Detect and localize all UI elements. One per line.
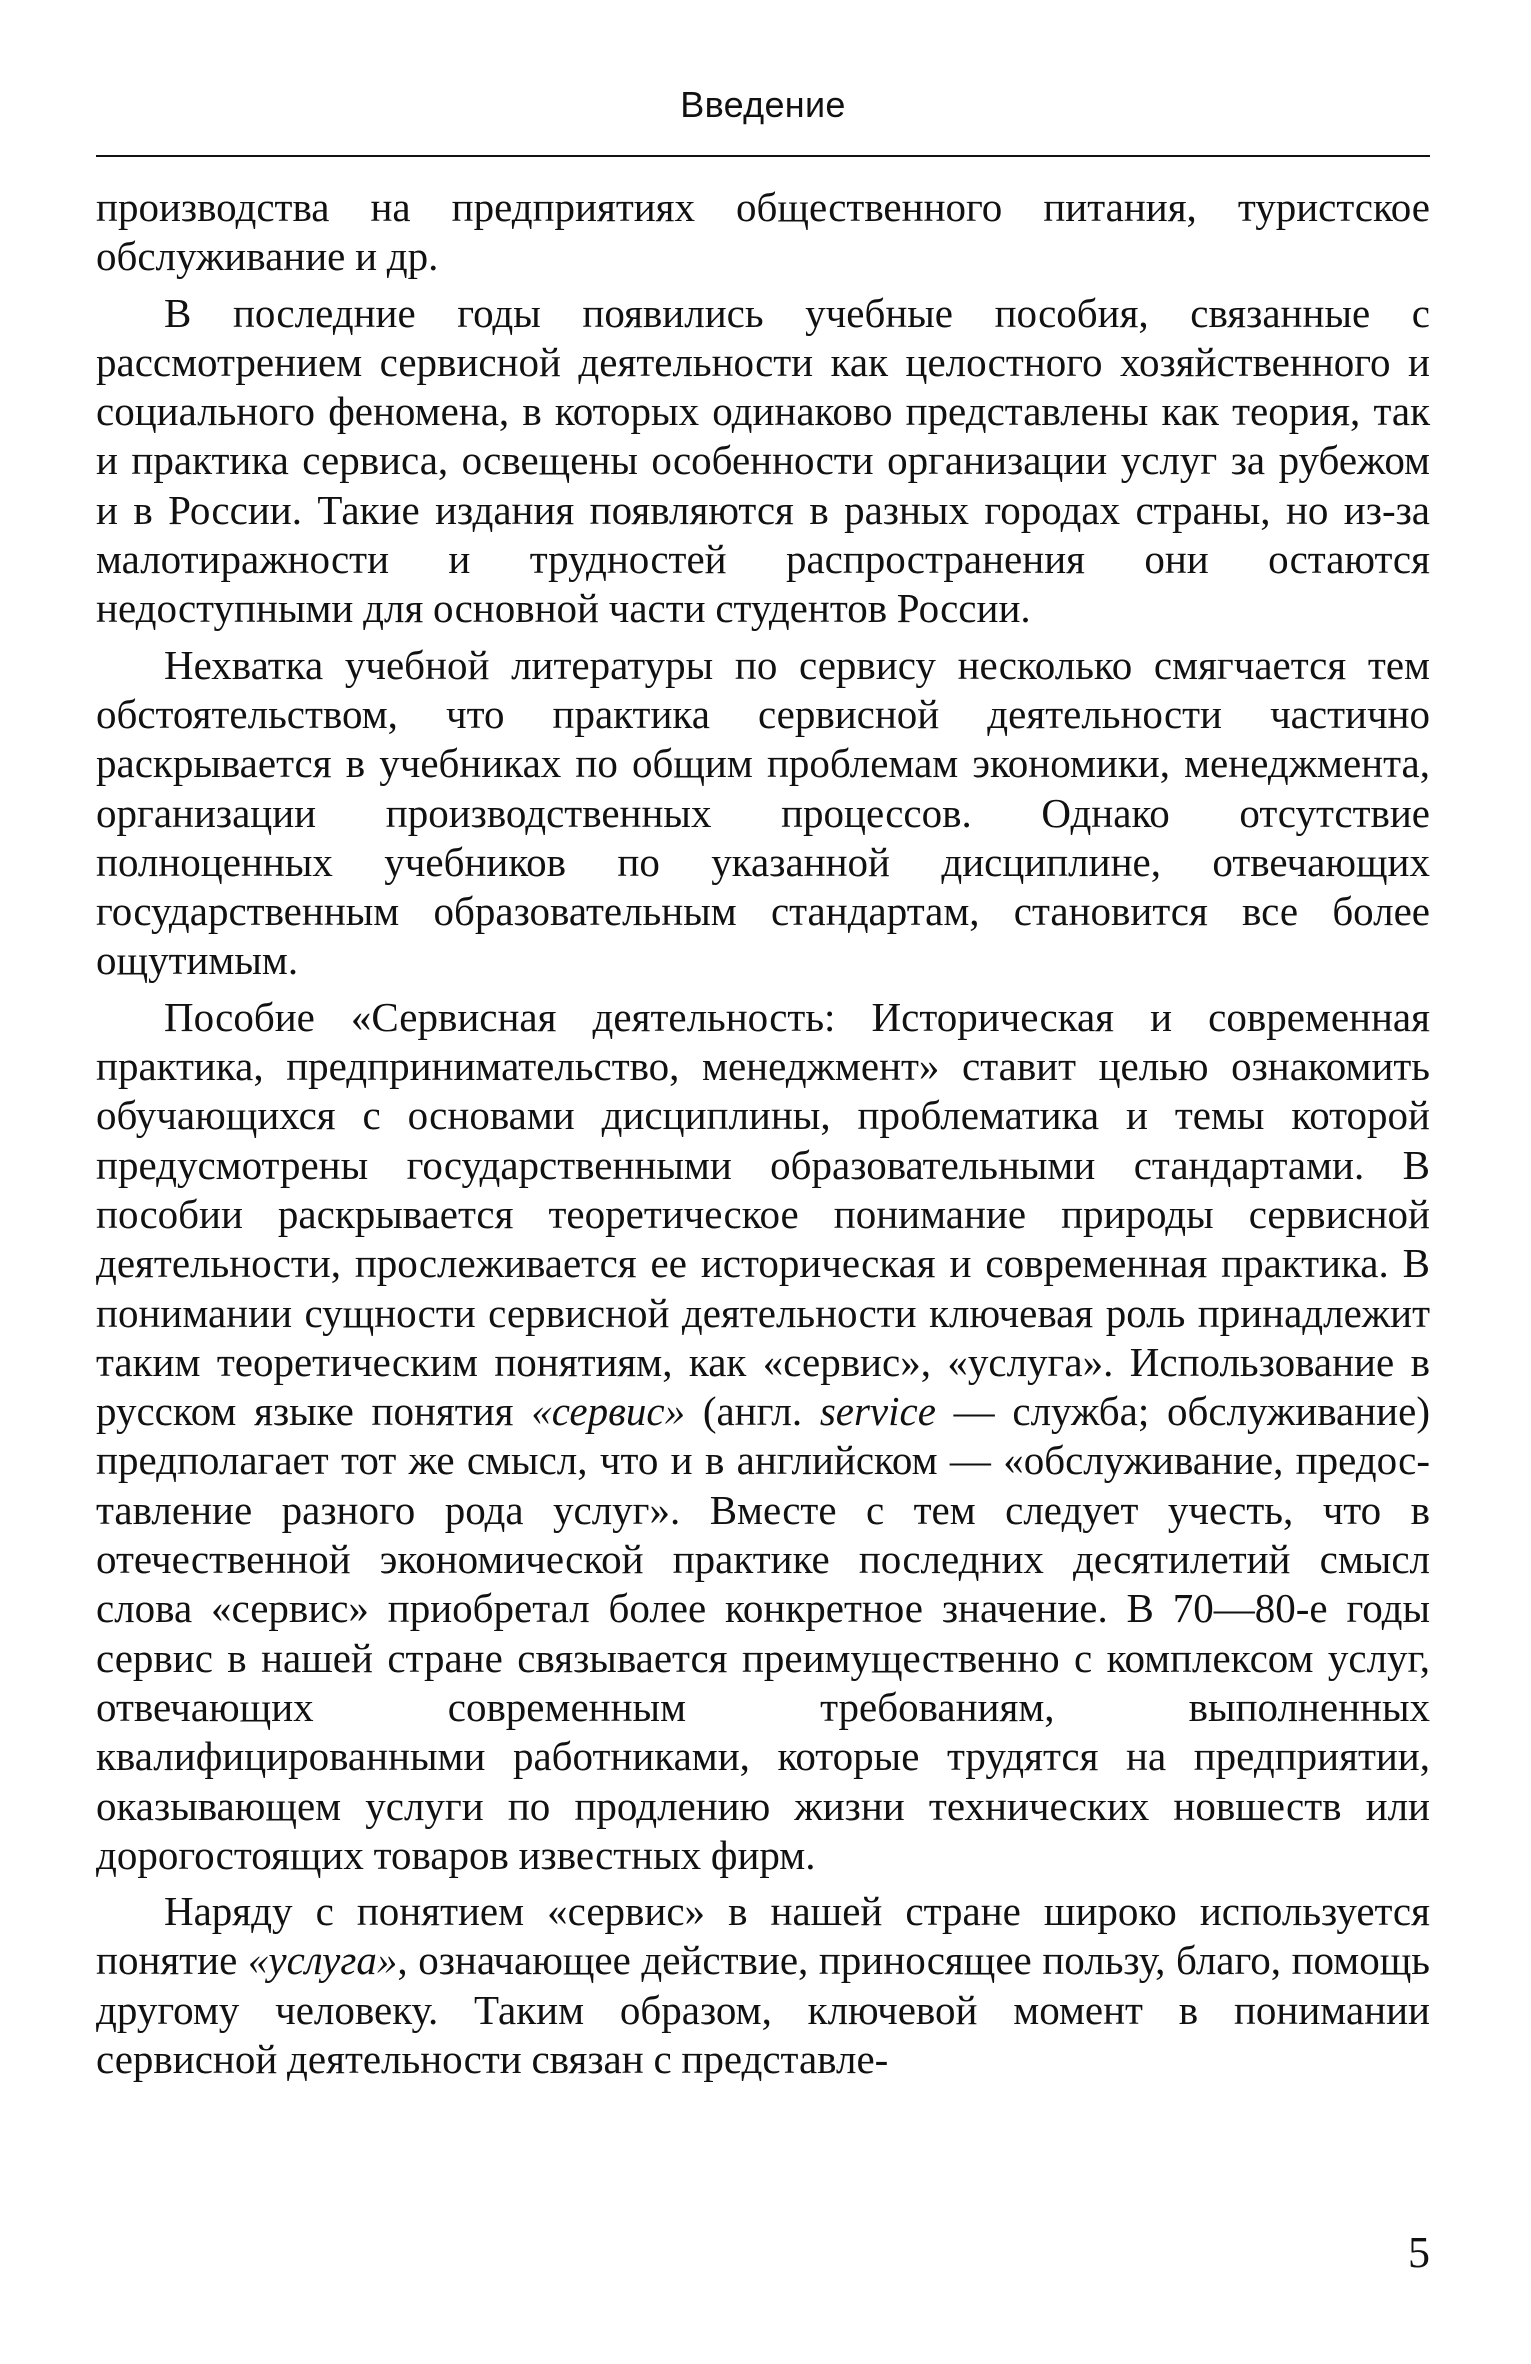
text-run: Нехватка учебной литературы по сервису несколько смягчается тем обстоятельством, что практика сервисной деятельности частично раскрывается в учебниках по общим проблемам экономики, менеджмента, организации производственных процессов. Однако отсутствие полноценных учебников по указанной дисциплине, отвечающих государственным образовательным стандартам, становится все более ощутимым. bbox=[96, 641, 1430, 984]
text-run: , означающее действие, приносящее пользу, благо, помощь другому человеку. Таким образом, ключевой момент в понимании сервисной деятельности связан с представле- bbox=[96, 1937, 1430, 2082]
header-rule bbox=[96, 155, 1430, 157]
text-run: (англ. bbox=[685, 1388, 820, 1435]
paragraph-5 bbox=[96, 1887, 1430, 2084]
paragraph-3 bbox=[96, 641, 1430, 986]
page-number: 5 bbox=[1408, 2228, 1430, 2277]
text-run: Пособие «Сервисная деятельность: Историческая и современная практика, предпринимательство, менеджмент» ставит целью ознакомить обучающихся с основами дисциплины, проблематика и темы которой предусмотрены государственными образовательными стандартами. В пособии раскрывается теоретическое понимание природы сервисной деятельности, прослеживается ее историческая и современная практика. В понимании сущности сервисной деятельности ключевая роль принадлежит таким теоретическим понятиям, как «сервис», «услуга». Использование в русском языке понятия bbox=[96, 993, 1430, 1435]
italic-term: «услуга» bbox=[247, 1937, 398, 1984]
text-run: Наряду с понятием «сервис» в нашей стране широко используется понятие bbox=[96, 1888, 1430, 1984]
body-text bbox=[96, 183, 1430, 2091]
paragraph-4 bbox=[96, 993, 1430, 1880]
paragraph-2 bbox=[96, 289, 1430, 634]
text-run: В последние годы появились учебные пособия, связанные с рассмотрением сервисной деятельности как целостного хозяйственного и социального феномена, в которых одинаково представлены как теория, так и практика сервиса, освещены особенности организации услуг за рубежом и в России. Такие издания появляются в разных городах страны, но из-за малотиражности и трудностей распространения они остаются недоступными для основной части студентов России. bbox=[96, 289, 1430, 632]
text-run: производства на предприятиях общественного питания, туристское обслуживание и др. bbox=[96, 184, 1430, 280]
text-run: — служба; обслуживание) предполагает тот же смысл, что и в английском — «обслуживание, предоставление разного рода услуг». Вместе с тем следует учесть, что в отечественной экономической практике последних десятилетий смысл слова «сервис» приобретал более конкретное значение. В 70—80-е годы сервис в нашей стране связывается преимущественно с комплексом услуг, отвечающих современным требованиям, выполненных квалифицированными работниками, которые трудятся на предприятии, оказывающем услуги по продлению жизни технических новшеств или дорогостоящих товаров известных фирм. bbox=[96, 1388, 1430, 1878]
paragraph-1 bbox=[96, 183, 1430, 282]
running-header: Введение bbox=[680, 84, 846, 125]
italic-term: service bbox=[819, 1388, 936, 1435]
italic-term: «сервис» bbox=[531, 1388, 686, 1435]
